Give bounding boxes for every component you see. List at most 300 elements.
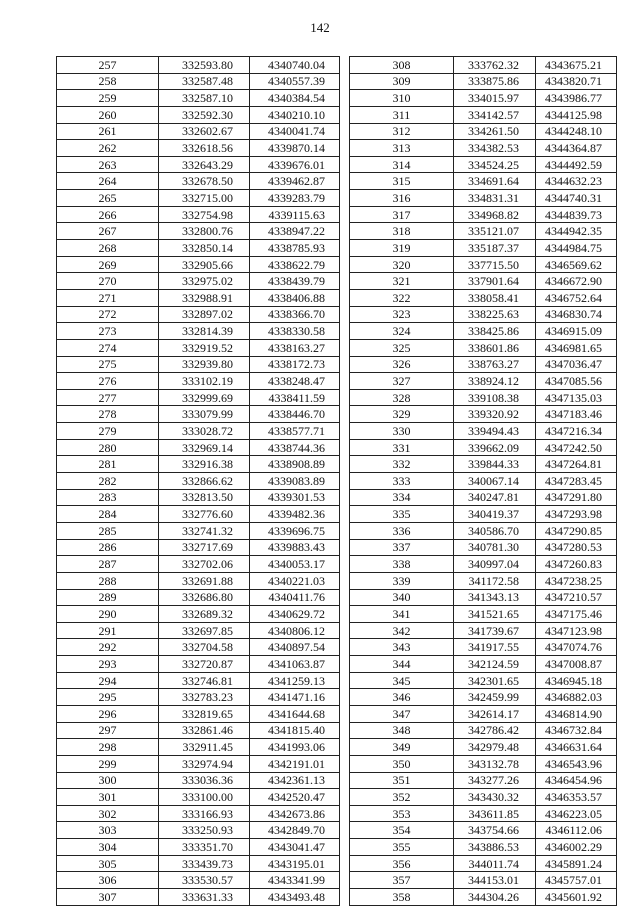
table-row <box>350 256 617 273</box>
y-coordinate-cell: 4340221.03 <box>250 572 340 589</box>
table-row <box>57 306 340 323</box>
table-row <box>350 206 617 223</box>
table-row <box>57 339 340 356</box>
y-coordinate-cell: 4340210.10 <box>250 106 340 123</box>
point-number-cell: 275 <box>57 356 159 373</box>
point-number-cell: 266 <box>57 206 159 223</box>
point-number-cell: 308 <box>350 57 454 74</box>
y-coordinate-cell: 4338248.47 <box>250 373 340 390</box>
point-number-cell: 290 <box>57 606 159 623</box>
table-row <box>57 639 340 656</box>
table-row <box>57 439 340 456</box>
x-coordinate-cell: 332587.10 <box>159 90 250 107</box>
x-coordinate-cell: 341343.13 <box>454 589 536 606</box>
table-row <box>350 173 617 190</box>
y-coordinate-cell: 4339462.87 <box>250 173 340 190</box>
table-row <box>350 489 617 506</box>
coordinates-table-right-body <box>350 57 617 906</box>
x-coordinate-cell: 332919.52 <box>159 339 250 356</box>
table-row <box>350 123 617 140</box>
point-number-cell: 354 <box>350 822 454 839</box>
x-coordinate-cell: 332715.00 <box>159 190 250 207</box>
x-coordinate-cell: 332697.85 <box>159 622 250 639</box>
x-coordinate-cell: 332702.06 <box>159 556 250 573</box>
table-row <box>57 240 340 257</box>
y-coordinate-cell: 4339696.75 <box>250 522 340 539</box>
table-row <box>350 672 617 689</box>
table-row <box>350 439 617 456</box>
point-number-cell: 298 <box>57 739 159 756</box>
y-coordinate-cell: 4347238.25 <box>536 572 617 589</box>
table-row <box>57 522 340 539</box>
point-number-cell: 334 <box>350 489 454 506</box>
table-row <box>57 556 340 573</box>
point-number-cell: 340 <box>350 589 454 606</box>
x-coordinate-cell: 332911.45 <box>159 739 250 756</box>
table-row <box>350 473 617 490</box>
y-coordinate-cell: 4344942.35 <box>536 223 617 240</box>
table-row <box>57 57 340 74</box>
table-row <box>350 539 617 556</box>
y-coordinate-cell: 4347293.98 <box>536 506 617 523</box>
table-row <box>57 539 340 556</box>
point-number-cell: 261 <box>57 123 159 140</box>
y-coordinate-cell: 4343195.01 <box>250 855 340 872</box>
y-coordinate-cell: 4343820.71 <box>536 73 617 90</box>
x-coordinate-cell: 334261.50 <box>454 123 536 140</box>
y-coordinate-cell: 4339676.01 <box>250 156 340 173</box>
point-number-cell: 332 <box>350 456 454 473</box>
table-row <box>57 689 340 706</box>
x-coordinate-cell: 332897.02 <box>159 306 250 323</box>
point-number-cell: 314 <box>350 156 454 173</box>
y-coordinate-cell: 4340557.39 <box>250 73 340 90</box>
point-number-cell: 349 <box>350 739 454 756</box>
x-coordinate-cell: 334831.31 <box>454 190 536 207</box>
y-coordinate-cell: 4346112.06 <box>536 822 617 839</box>
point-number-cell: 287 <box>57 556 159 573</box>
y-coordinate-cell: 4340411.76 <box>250 589 340 606</box>
y-coordinate-cell: 4347291.80 <box>536 489 617 506</box>
table-row <box>57 473 340 490</box>
y-coordinate-cell: 4341063.87 <box>250 656 340 673</box>
table-row <box>350 339 617 356</box>
table-row <box>57 722 340 739</box>
point-number-cell: 260 <box>57 106 159 123</box>
x-coordinate-cell: 333036.36 <box>159 772 250 789</box>
table-row <box>350 456 617 473</box>
table-row <box>57 256 340 273</box>
table-row <box>350 73 617 90</box>
point-number-cell: 283 <box>57 489 159 506</box>
y-coordinate-cell: 4341644.68 <box>250 705 340 722</box>
point-number-cell: 268 <box>57 240 159 257</box>
point-number-cell: 300 <box>57 772 159 789</box>
point-number-cell: 352 <box>350 789 454 806</box>
x-coordinate-cell: 341917.55 <box>454 639 536 656</box>
table-row <box>350 57 617 74</box>
y-coordinate-cell: 4347074.76 <box>536 639 617 656</box>
x-coordinate-cell: 338058.41 <box>454 289 536 306</box>
x-coordinate-cell: 337901.64 <box>454 273 536 290</box>
table-row <box>350 889 617 906</box>
y-coordinate-cell: 4344364.87 <box>536 140 617 157</box>
y-coordinate-cell: 4344492.59 <box>536 156 617 173</box>
point-number-cell: 315 <box>350 173 454 190</box>
point-number-cell: 284 <box>57 506 159 523</box>
y-coordinate-cell: 4339301.53 <box>250 489 340 506</box>
point-number-cell: 280 <box>57 439 159 456</box>
point-number-cell: 321 <box>350 273 454 290</box>
table-row <box>57 223 340 240</box>
table-row <box>350 406 617 423</box>
x-coordinate-cell: 334691.64 <box>454 173 536 190</box>
x-coordinate-cell: 333875.86 <box>454 73 536 90</box>
y-coordinate-cell: 4343986.77 <box>536 90 617 107</box>
y-coordinate-cell: 4341259.13 <box>250 672 340 689</box>
y-coordinate-cell: 4346830.74 <box>536 306 617 323</box>
table-row <box>57 606 340 623</box>
point-number-cell: 316 <box>350 190 454 207</box>
y-coordinate-cell: 4340384.54 <box>250 90 340 107</box>
y-coordinate-cell: 4347036.47 <box>536 356 617 373</box>
x-coordinate-cell: 341521.65 <box>454 606 536 623</box>
point-number-cell: 294 <box>57 672 159 689</box>
y-coordinate-cell: 4342849.70 <box>250 822 340 839</box>
x-coordinate-cell: 339320.92 <box>454 406 536 423</box>
table-row <box>57 389 340 406</box>
table-row <box>350 589 617 606</box>
point-number-cell: 259 <box>57 90 159 107</box>
point-number-cell: 270 <box>57 273 159 290</box>
table-row <box>350 839 617 856</box>
point-number-cell: 312 <box>350 123 454 140</box>
table-row <box>350 273 617 290</box>
y-coordinate-cell: 4347260.83 <box>536 556 617 573</box>
x-coordinate-cell: 340781.30 <box>454 539 536 556</box>
x-coordinate-cell: 333102.19 <box>159 373 250 390</box>
point-number-cell: 337 <box>350 539 454 556</box>
x-coordinate-cell: 332783.23 <box>159 689 250 706</box>
table-row <box>350 639 617 656</box>
y-coordinate-cell: 4339115.63 <box>250 206 340 223</box>
point-number-cell: 269 <box>57 256 159 273</box>
point-number-cell: 330 <box>350 423 454 440</box>
table-row <box>350 572 617 589</box>
table-row <box>350 656 617 673</box>
y-coordinate-cell: 4340053.17 <box>250 556 340 573</box>
table-row <box>57 456 340 473</box>
table-row <box>57 705 340 722</box>
x-coordinate-cell: 333166.93 <box>159 805 250 822</box>
y-coordinate-cell: 4340041.74 <box>250 123 340 140</box>
x-coordinate-cell: 339108.38 <box>454 389 536 406</box>
x-coordinate-cell: 332587.48 <box>159 73 250 90</box>
point-number-cell: 326 <box>350 356 454 373</box>
point-number-cell: 304 <box>57 839 159 856</box>
point-number-cell: 279 <box>57 423 159 440</box>
x-coordinate-cell: 334382.53 <box>454 140 536 157</box>
point-number-cell: 297 <box>57 722 159 739</box>
y-coordinate-cell: 4346223.05 <box>536 805 617 822</box>
point-number-cell: 331 <box>350 439 454 456</box>
x-coordinate-cell: 334524.25 <box>454 156 536 173</box>
x-coordinate-cell: 342124.59 <box>454 656 536 673</box>
table-row <box>350 755 617 772</box>
point-number-cell: 357 <box>350 872 454 889</box>
point-number-cell: 273 <box>57 323 159 340</box>
table-row <box>57 805 340 822</box>
table-row <box>57 423 340 440</box>
table-row <box>350 822 617 839</box>
y-coordinate-cell: 4346981.65 <box>536 339 617 356</box>
x-coordinate-cell: 332704.58 <box>159 639 250 656</box>
table-row <box>57 289 340 306</box>
point-number-cell: 302 <box>57 805 159 822</box>
table-row <box>57 755 340 772</box>
x-coordinate-cell: 332814.39 <box>159 323 250 340</box>
y-coordinate-cell: 4344839.73 <box>536 206 617 223</box>
x-coordinate-cell: 334968.82 <box>454 206 536 223</box>
point-number-cell: 285 <box>57 522 159 539</box>
y-coordinate-cell: 4347085.56 <box>536 373 617 390</box>
point-number-cell: 272 <box>57 306 159 323</box>
table-row <box>57 822 340 839</box>
point-number-cell: 343 <box>350 639 454 656</box>
table-row <box>350 705 617 722</box>
y-coordinate-cell: 4347135.03 <box>536 389 617 406</box>
point-number-cell: 358 <box>350 889 454 906</box>
table-row <box>350 323 617 340</box>
table-row <box>350 106 617 123</box>
point-number-cell: 329 <box>350 406 454 423</box>
x-coordinate-cell: 342459.99 <box>454 689 536 706</box>
point-number-cell: 327 <box>350 373 454 390</box>
table-row <box>57 356 340 373</box>
point-number-cell: 346 <box>350 689 454 706</box>
table-row <box>350 506 617 523</box>
table-row <box>57 323 340 340</box>
point-number-cell: 264 <box>57 173 159 190</box>
x-coordinate-cell: 332975.02 <box>159 273 250 290</box>
y-coordinate-cell: 4347242.50 <box>536 439 617 456</box>
y-coordinate-cell: 4346543.96 <box>536 755 617 772</box>
point-number-cell: 311 <box>350 106 454 123</box>
point-number-cell: 296 <box>57 705 159 722</box>
y-coordinate-cell: 4343341.99 <box>250 872 340 889</box>
y-coordinate-cell: 4343675.21 <box>536 57 617 74</box>
table-row <box>350 522 617 539</box>
y-coordinate-cell: 4343493.48 <box>250 889 340 906</box>
table-row <box>350 156 617 173</box>
y-coordinate-cell: 4339083.89 <box>250 473 340 490</box>
x-coordinate-cell: 333079.99 <box>159 406 250 423</box>
point-number-cell: 336 <box>350 522 454 539</box>
y-coordinate-cell: 4344984.75 <box>536 240 617 257</box>
table-row <box>350 240 617 257</box>
y-coordinate-cell: 4340806.12 <box>250 622 340 639</box>
point-number-cell: 295 <box>57 689 159 706</box>
point-number-cell: 342 <box>350 622 454 639</box>
table-row <box>350 789 617 806</box>
table-row <box>57 656 340 673</box>
x-coordinate-cell: 338763.27 <box>454 356 536 373</box>
point-number-cell: 345 <box>350 672 454 689</box>
y-coordinate-cell: 4339883.43 <box>250 539 340 556</box>
y-coordinate-cell: 4339283.79 <box>250 190 340 207</box>
x-coordinate-cell: 332689.32 <box>159 606 250 623</box>
y-coordinate-cell: 4346752.64 <box>536 289 617 306</box>
point-number-cell: 355 <box>350 839 454 856</box>
x-coordinate-cell: 332988.91 <box>159 289 250 306</box>
y-coordinate-cell: 4346915.09 <box>536 323 617 340</box>
y-coordinate-cell: 4339870.14 <box>250 140 340 157</box>
x-coordinate-cell: 343277.26 <box>454 772 536 789</box>
x-coordinate-cell: 338924.12 <box>454 373 536 390</box>
point-number-cell: 293 <box>57 656 159 673</box>
table-row <box>350 855 617 872</box>
x-coordinate-cell: 333250.93 <box>159 822 250 839</box>
table-row <box>350 872 617 889</box>
x-coordinate-cell: 333762.32 <box>454 57 536 74</box>
x-coordinate-cell: 341739.67 <box>454 622 536 639</box>
point-number-cell: 318 <box>350 223 454 240</box>
table-row <box>350 190 617 207</box>
point-number-cell: 291 <box>57 622 159 639</box>
x-coordinate-cell: 332776.60 <box>159 506 250 523</box>
coordinates-table-left-body <box>57 57 340 906</box>
y-coordinate-cell: 4341471.16 <box>250 689 340 706</box>
table-row <box>350 306 617 323</box>
y-coordinate-cell: 4344125.98 <box>536 106 617 123</box>
y-coordinate-cell: 4340629.72 <box>250 606 340 623</box>
x-coordinate-cell: 339844.33 <box>454 456 536 473</box>
y-coordinate-cell: 4340740.04 <box>250 57 340 74</box>
y-coordinate-cell: 4347264.81 <box>536 456 617 473</box>
y-coordinate-cell: 4338172.73 <box>250 356 340 373</box>
y-coordinate-cell: 4346732.84 <box>536 722 617 739</box>
point-number-cell: 271 <box>57 289 159 306</box>
point-number-cell: 353 <box>350 805 454 822</box>
x-coordinate-cell: 332819.65 <box>159 705 250 722</box>
table-row <box>57 789 340 806</box>
table-row <box>57 506 340 523</box>
point-number-cell: 307 <box>57 889 159 906</box>
x-coordinate-cell: 340067.14 <box>454 473 536 490</box>
point-number-cell: 309 <box>350 73 454 90</box>
x-coordinate-cell: 332593.80 <box>159 57 250 74</box>
y-coordinate-cell: 4344248.10 <box>536 123 617 140</box>
x-coordinate-cell: 340419.37 <box>454 506 536 523</box>
x-coordinate-cell: 343132.78 <box>454 755 536 772</box>
x-coordinate-cell: 332602.67 <box>159 123 250 140</box>
table-row <box>57 889 340 906</box>
point-number-cell: 263 <box>57 156 159 173</box>
x-coordinate-cell: 332741.32 <box>159 522 250 539</box>
x-coordinate-cell: 332686.80 <box>159 589 250 606</box>
y-coordinate-cell: 4342673.86 <box>250 805 340 822</box>
x-coordinate-cell: 344011.74 <box>454 855 536 872</box>
table-row <box>57 672 340 689</box>
table-row <box>57 489 340 506</box>
x-coordinate-cell: 344304.26 <box>454 889 536 906</box>
table-row <box>57 772 340 789</box>
y-coordinate-cell: 4346353.57 <box>536 789 617 806</box>
x-coordinate-cell: 342301.65 <box>454 672 536 689</box>
table-row <box>57 622 340 639</box>
table-row <box>350 689 617 706</box>
x-coordinate-cell: 332720.87 <box>159 656 250 673</box>
y-coordinate-cell: 4346882.03 <box>536 689 617 706</box>
table-row <box>57 140 340 157</box>
y-coordinate-cell: 4346454.96 <box>536 772 617 789</box>
table-row <box>350 373 617 390</box>
table-row <box>350 423 617 440</box>
x-coordinate-cell: 332746.81 <box>159 672 250 689</box>
x-coordinate-cell: 332939.80 <box>159 356 250 373</box>
point-number-cell: 356 <box>350 855 454 872</box>
table-row <box>57 572 340 589</box>
table-row <box>57 739 340 756</box>
coordinates-table-right <box>349 56 617 906</box>
x-coordinate-cell: 343754.66 <box>454 822 536 839</box>
y-coordinate-cell: 4338330.58 <box>250 323 340 340</box>
y-coordinate-cell: 4342191.01 <box>250 755 340 772</box>
x-coordinate-cell: 333631.33 <box>159 889 250 906</box>
x-coordinate-cell: 339494.43 <box>454 423 536 440</box>
y-coordinate-cell: 4342361.13 <box>250 772 340 789</box>
point-number-cell: 258 <box>57 73 159 90</box>
point-number-cell: 303 <box>57 822 159 839</box>
point-number-cell: 328 <box>350 389 454 406</box>
point-number-cell: 319 <box>350 240 454 257</box>
x-coordinate-cell: 343611.85 <box>454 805 536 822</box>
y-coordinate-cell: 4338577.71 <box>250 423 340 440</box>
x-coordinate-cell: 342786.42 <box>454 722 536 739</box>
point-number-cell: 299 <box>57 755 159 772</box>
point-number-cell: 313 <box>350 140 454 157</box>
point-number-cell: 339 <box>350 572 454 589</box>
point-number-cell: 317 <box>350 206 454 223</box>
x-coordinate-cell: 334142.57 <box>454 106 536 123</box>
point-number-cell: 262 <box>57 140 159 157</box>
x-coordinate-cell: 340997.04 <box>454 556 536 573</box>
point-number-cell: 335 <box>350 506 454 523</box>
y-coordinate-cell: 4338163.27 <box>250 339 340 356</box>
x-coordinate-cell: 333530.57 <box>159 872 250 889</box>
x-coordinate-cell: 344153.01 <box>454 872 536 889</box>
x-coordinate-cell: 341172.58 <box>454 572 536 589</box>
point-number-cell: 292 <box>57 639 159 656</box>
x-coordinate-cell: 338225.63 <box>454 306 536 323</box>
y-coordinate-cell: 4346945.18 <box>536 672 617 689</box>
table-row <box>350 356 617 373</box>
table-row <box>350 622 617 639</box>
table-row <box>350 223 617 240</box>
y-coordinate-cell: 4347123.98 <box>536 622 617 639</box>
point-number-cell: 265 <box>57 190 159 207</box>
y-coordinate-cell: 4345891.24 <box>536 855 617 872</box>
y-coordinate-cell: 4347175.46 <box>536 606 617 623</box>
point-number-cell: 278 <box>57 406 159 423</box>
x-coordinate-cell: 332754.98 <box>159 206 250 223</box>
y-coordinate-cell: 4347290.85 <box>536 522 617 539</box>
point-number-cell: 288 <box>57 572 159 589</box>
point-number-cell: 310 <box>350 90 454 107</box>
x-coordinate-cell: 332678.50 <box>159 173 250 190</box>
point-number-cell: 267 <box>57 223 159 240</box>
y-coordinate-cell: 4346672.90 <box>536 273 617 290</box>
